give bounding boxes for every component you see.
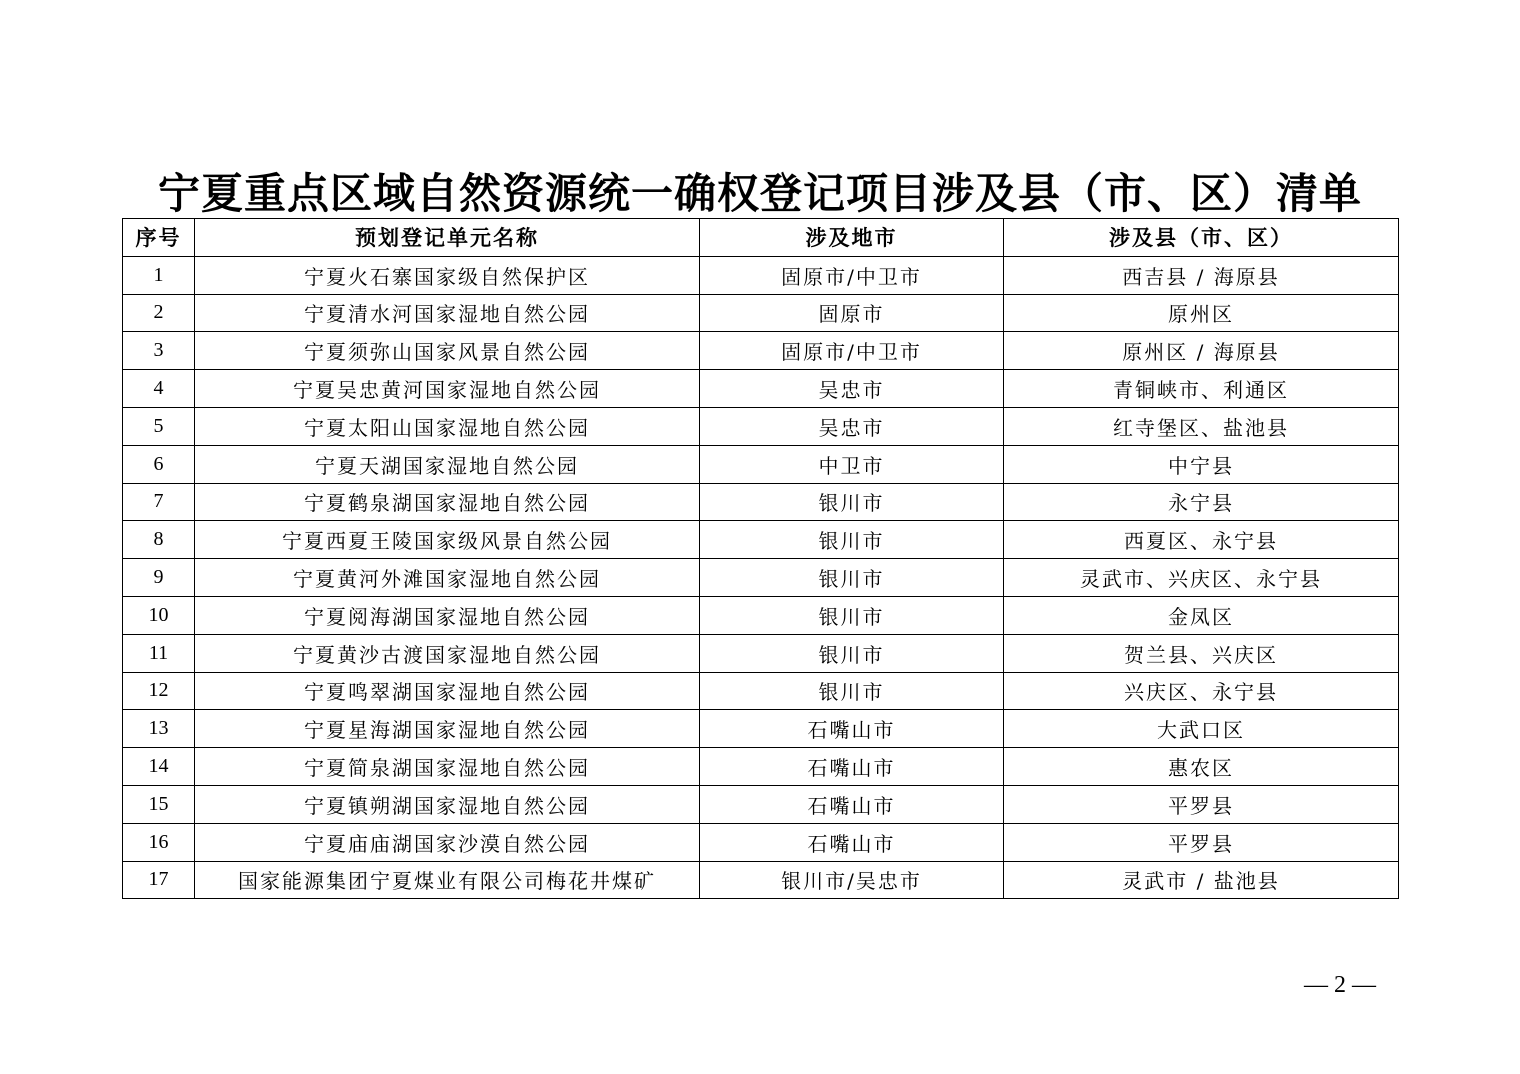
cell-county: 平罗县 bbox=[1004, 785, 1399, 823]
cell-county: 兴庆区、永宁县 bbox=[1004, 672, 1399, 710]
cell-index: 2 bbox=[123, 294, 195, 332]
cell-county: 红寺堡区、盐池县 bbox=[1004, 407, 1399, 445]
cell-unit-name: 宁夏星海湖国家湿地自然公园 bbox=[195, 710, 700, 748]
header-unit-name: 预划登记单元名称 bbox=[195, 219, 700, 257]
cell-city: 吴忠市 bbox=[700, 370, 1004, 408]
cell-index: 13 bbox=[123, 710, 195, 748]
page-number: — 2 — bbox=[1304, 972, 1376, 998]
cell-index: 4 bbox=[123, 370, 195, 408]
cell-city: 吴忠市 bbox=[700, 407, 1004, 445]
cell-county: 平罗县 bbox=[1004, 823, 1399, 861]
cell-city: 中卫市 bbox=[700, 445, 1004, 483]
cell-city: 银川市 bbox=[700, 596, 1004, 634]
cell-index: 1 bbox=[123, 256, 195, 294]
cell-county: 西夏区、永宁县 bbox=[1004, 521, 1399, 559]
cell-index: 5 bbox=[123, 407, 195, 445]
cell-county: 原州区 / 海原县 bbox=[1004, 332, 1399, 370]
county-list-table bbox=[122, 218, 1399, 899]
cell-index: 16 bbox=[123, 823, 195, 861]
table-row bbox=[123, 483, 1399, 521]
cell-city: 银川市 bbox=[700, 672, 1004, 710]
table-row bbox=[123, 370, 1399, 408]
cell-city: 石嘴山市 bbox=[700, 748, 1004, 786]
header-city: 涉及地市 bbox=[700, 219, 1004, 257]
table-header-row bbox=[123, 219, 1399, 257]
cell-index: 15 bbox=[123, 785, 195, 823]
table-row bbox=[123, 861, 1399, 899]
cell-city: 固原市/中卫市 bbox=[700, 332, 1004, 370]
cell-city: 石嘴山市 bbox=[700, 823, 1004, 861]
cell-county: 惠农区 bbox=[1004, 748, 1399, 786]
cell-unit-name: 宁夏西夏王陵国家级风景自然公园 bbox=[195, 521, 700, 559]
table-row bbox=[123, 634, 1399, 672]
cell-unit-name: 宁夏清水河国家湿地自然公园 bbox=[195, 294, 700, 332]
cell-county: 大武口区 bbox=[1004, 710, 1399, 748]
cell-county: 贺兰县、兴庆区 bbox=[1004, 634, 1399, 672]
cell-unit-name: 宁夏简泉湖国家湿地自然公园 bbox=[195, 748, 700, 786]
table-row bbox=[123, 710, 1399, 748]
table-row bbox=[123, 521, 1399, 559]
cell-unit-name: 宁夏鸣翠湖国家湿地自然公园 bbox=[195, 672, 700, 710]
cell-index: 11 bbox=[123, 634, 195, 672]
cell-county: 金凤区 bbox=[1004, 596, 1399, 634]
cell-city: 银川市 bbox=[700, 521, 1004, 559]
cell-city: 银川市/吴忠市 bbox=[700, 861, 1004, 899]
cell-city: 银川市 bbox=[700, 483, 1004, 521]
cell-unit-name: 宁夏黄沙古渡国家湿地自然公园 bbox=[195, 634, 700, 672]
cell-unit-name: 宁夏镇朔湖国家湿地自然公园 bbox=[195, 785, 700, 823]
cell-county: 灵武市 / 盐池县 bbox=[1004, 861, 1399, 899]
cell-index: 10 bbox=[123, 596, 195, 634]
header-county: 涉及县（市、区） bbox=[1004, 219, 1399, 257]
header-index: 序号 bbox=[123, 219, 195, 257]
cell-unit-name: 宁夏吴忠黄河国家湿地自然公园 bbox=[195, 370, 700, 408]
cell-index: 8 bbox=[123, 521, 195, 559]
cell-index: 12 bbox=[123, 672, 195, 710]
table-row bbox=[123, 559, 1399, 597]
cell-unit-name: 宁夏阅海湖国家湿地自然公园 bbox=[195, 596, 700, 634]
cell-unit-name: 宁夏鹤泉湖国家湿地自然公园 bbox=[195, 483, 700, 521]
cell-index: 7 bbox=[123, 483, 195, 521]
cell-county: 中宁县 bbox=[1004, 445, 1399, 483]
table-row bbox=[123, 256, 1399, 294]
table-row bbox=[123, 785, 1399, 823]
table-row bbox=[123, 748, 1399, 786]
cell-county: 西吉县 / 海原县 bbox=[1004, 256, 1399, 294]
table-row bbox=[123, 823, 1399, 861]
document-title: 宁夏重点区域自然资源统一确权登记项目涉及县（市、区）清单 bbox=[157, 169, 1362, 218]
table-row bbox=[123, 332, 1399, 370]
cell-index: 17 bbox=[123, 861, 195, 899]
cell-index: 14 bbox=[123, 748, 195, 786]
cell-city: 固原市 bbox=[700, 294, 1004, 332]
cell-unit-name: 宁夏太阳山国家湿地自然公园 bbox=[195, 407, 700, 445]
cell-unit-name: 宁夏天湖国家湿地自然公园 bbox=[195, 445, 700, 483]
cell-index: 3 bbox=[123, 332, 195, 370]
table-row bbox=[123, 596, 1399, 634]
table-row bbox=[123, 294, 1399, 332]
cell-unit-name: 宁夏火石寨国家级自然保护区 bbox=[195, 256, 700, 294]
cell-county: 灵武市、兴庆区、永宁县 bbox=[1004, 559, 1399, 597]
cell-index: 6 bbox=[123, 445, 195, 483]
cell-unit-name: 宁夏黄河外滩国家湿地自然公园 bbox=[195, 559, 700, 597]
cell-county: 永宁县 bbox=[1004, 483, 1399, 521]
cell-county: 原州区 bbox=[1004, 294, 1399, 332]
table-row bbox=[123, 407, 1399, 445]
cell-city: 固原市/中卫市 bbox=[700, 256, 1004, 294]
table-row bbox=[123, 672, 1399, 710]
cell-city: 银川市 bbox=[700, 634, 1004, 672]
cell-city: 石嘴山市 bbox=[700, 710, 1004, 748]
cell-city: 银川市 bbox=[700, 559, 1004, 597]
cell-index: 9 bbox=[123, 559, 195, 597]
table-row bbox=[123, 445, 1399, 483]
cell-county: 青铜峡市、利通区 bbox=[1004, 370, 1399, 408]
cell-unit-name: 国家能源集团宁夏煤业有限公司梅花井煤矿 bbox=[195, 861, 700, 899]
cell-unit-name: 宁夏庙庙湖国家沙漠自然公园 bbox=[195, 823, 700, 861]
cell-city: 石嘴山市 bbox=[700, 785, 1004, 823]
cell-unit-name: 宁夏须弥山国家风景自然公园 bbox=[195, 332, 700, 370]
